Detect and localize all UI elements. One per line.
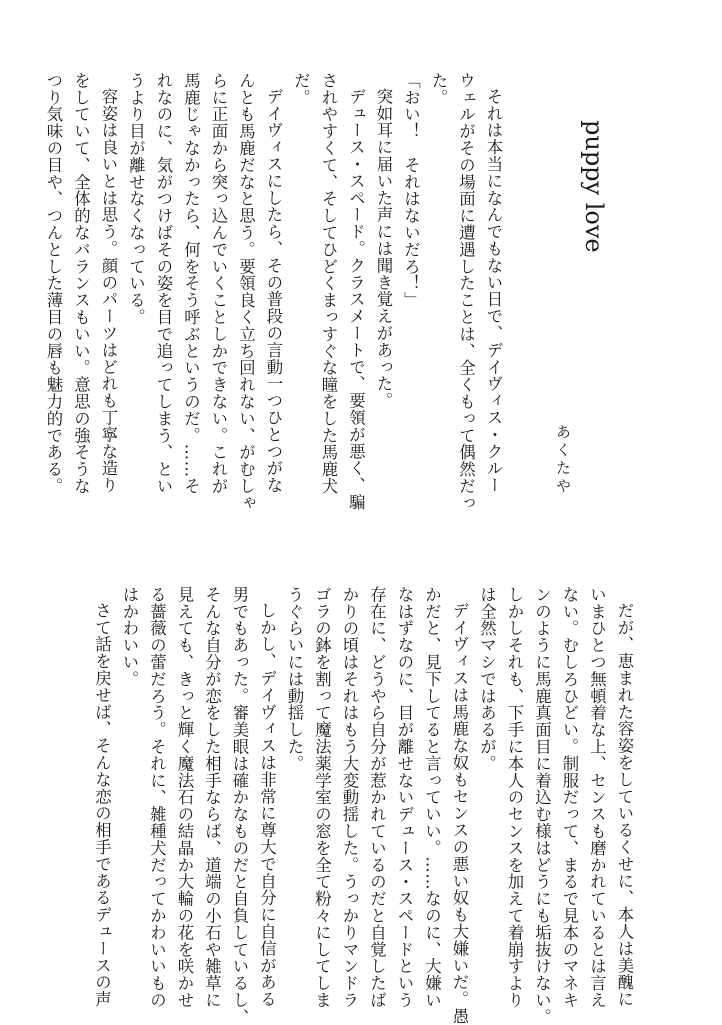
text-block-bottom bbox=[78, 586, 638, 1025]
text-line: 容姿は良いとは思う。顔のパーツはどれも丁寧な造り bbox=[99, 88, 118, 494]
text-line: かだと、見下してると言っていい。……なのに、大嫌い bbox=[422, 586, 442, 1009]
text-line: らに正面から突っ込んでいくことしかできない。これが bbox=[209, 72, 228, 495]
text-line: デイヴィスは馬鹿な奴もセンスの悪い奴も大嫌いだ。愚 bbox=[450, 602, 469, 1025]
text-line: しかしそれも、下手に本人のセンスを加えて着崩すより bbox=[505, 586, 524, 1009]
text-line: なはずなのに、目が離せないデュース・スペードという bbox=[395, 586, 414, 1009]
text-line: しかし、デイヴィスは非常に尊大で自分に自信がある bbox=[257, 602, 277, 1008]
text-line: る薔薇の蕾だろう。それに、雑種犬だってかわいいもの bbox=[147, 586, 167, 1009]
text-line: うぐらいには動揺した。 bbox=[285, 586, 304, 772]
author-name: あくたや bbox=[554, 424, 572, 496]
text-line: は全然マシではあるが。 bbox=[477, 586, 497, 772]
text-line: デイヴィスにしたら、その普段の言動一つひとつがな bbox=[264, 88, 283, 494]
text-line: はかわいい。 bbox=[120, 586, 139, 688]
text-line: 突如耳に届いた声には聞き覚えがあった。 bbox=[374, 88, 393, 410]
text-line: 「おい！ それはないだろ！」 bbox=[401, 72, 421, 309]
text-block-top bbox=[44, 72, 507, 512]
text-line: だが、恵まれた容姿をしているくせに、本人は美醜に bbox=[615, 602, 634, 1008]
text-line: た。 bbox=[429, 72, 448, 106]
story-title: puppy love bbox=[580, 120, 608, 253]
text-line: ンのように馬鹿真面目に着込む様はどうにも垢抜けない。 bbox=[532, 586, 552, 1025]
text-line: ゴラの鉢を割って魔法薬学室の窓を全て粉々にしてしま bbox=[312, 586, 332, 1009]
text-line: んとも馬鹿だなと思う。要領良く立ち回れない、がむしゃ bbox=[236, 72, 256, 512]
text-line: そんな自分が恋をした相手ならば、道端の小石や雑草に bbox=[202, 586, 222, 1009]
text-line: 馬鹿じゃなかったら、何をそう呼ぶというのだ。……そ bbox=[181, 72, 201, 495]
text-line: ウェルがその場面に遭遇したことは、全くもって偶然だっ bbox=[456, 72, 476, 512]
text-line: 男でもあった。審美眼は確かなものだと自負しているし、 bbox=[230, 586, 249, 1025]
text-line: つり気味の目や、つんとした薄目の唇も魅力的である。 bbox=[44, 72, 63, 495]
text-line: ない。むしろひどい。制服だって、まるで見本のマネキ bbox=[560, 586, 579, 1009]
text-line: れなのに、気がつけばその姿を目で追ってしまう、とい bbox=[154, 72, 173, 495]
text-line: かりの頃はそれはもう大変動揺した。うっかりマンドラ bbox=[340, 586, 359, 1009]
text-line: 存在に、どうやら自分が惹かれているのだと自覚したば bbox=[367, 586, 387, 1009]
text-line: それは本当になんでもない日で、デイヴィス・クルー bbox=[484, 88, 503, 494]
text-line: さて話を戻せば、そんな恋の相手であるデュースの声 bbox=[92, 602, 112, 1008]
text-line: だ。 bbox=[291, 72, 311, 106]
text-line: 見えても、きっと輝く魔法石の結晶か大輪の花を咲かせ bbox=[175, 586, 194, 1009]
text-line: うより目が離せなくなっている。 bbox=[126, 72, 146, 326]
text-line: をしていて、全体的なバランスもいい。意思の強そうな bbox=[71, 72, 91, 495]
text-line: いまひとつ無頓着な上、センスも磨かれているとは言え bbox=[587, 586, 607, 1009]
text-line: されやすくて、そしてひどくまっすぐな瞳をした馬鹿犬 bbox=[319, 72, 338, 495]
text-line: デュース・スペード。クラスメートで、要領が悪く、騙 bbox=[346, 88, 366, 511]
